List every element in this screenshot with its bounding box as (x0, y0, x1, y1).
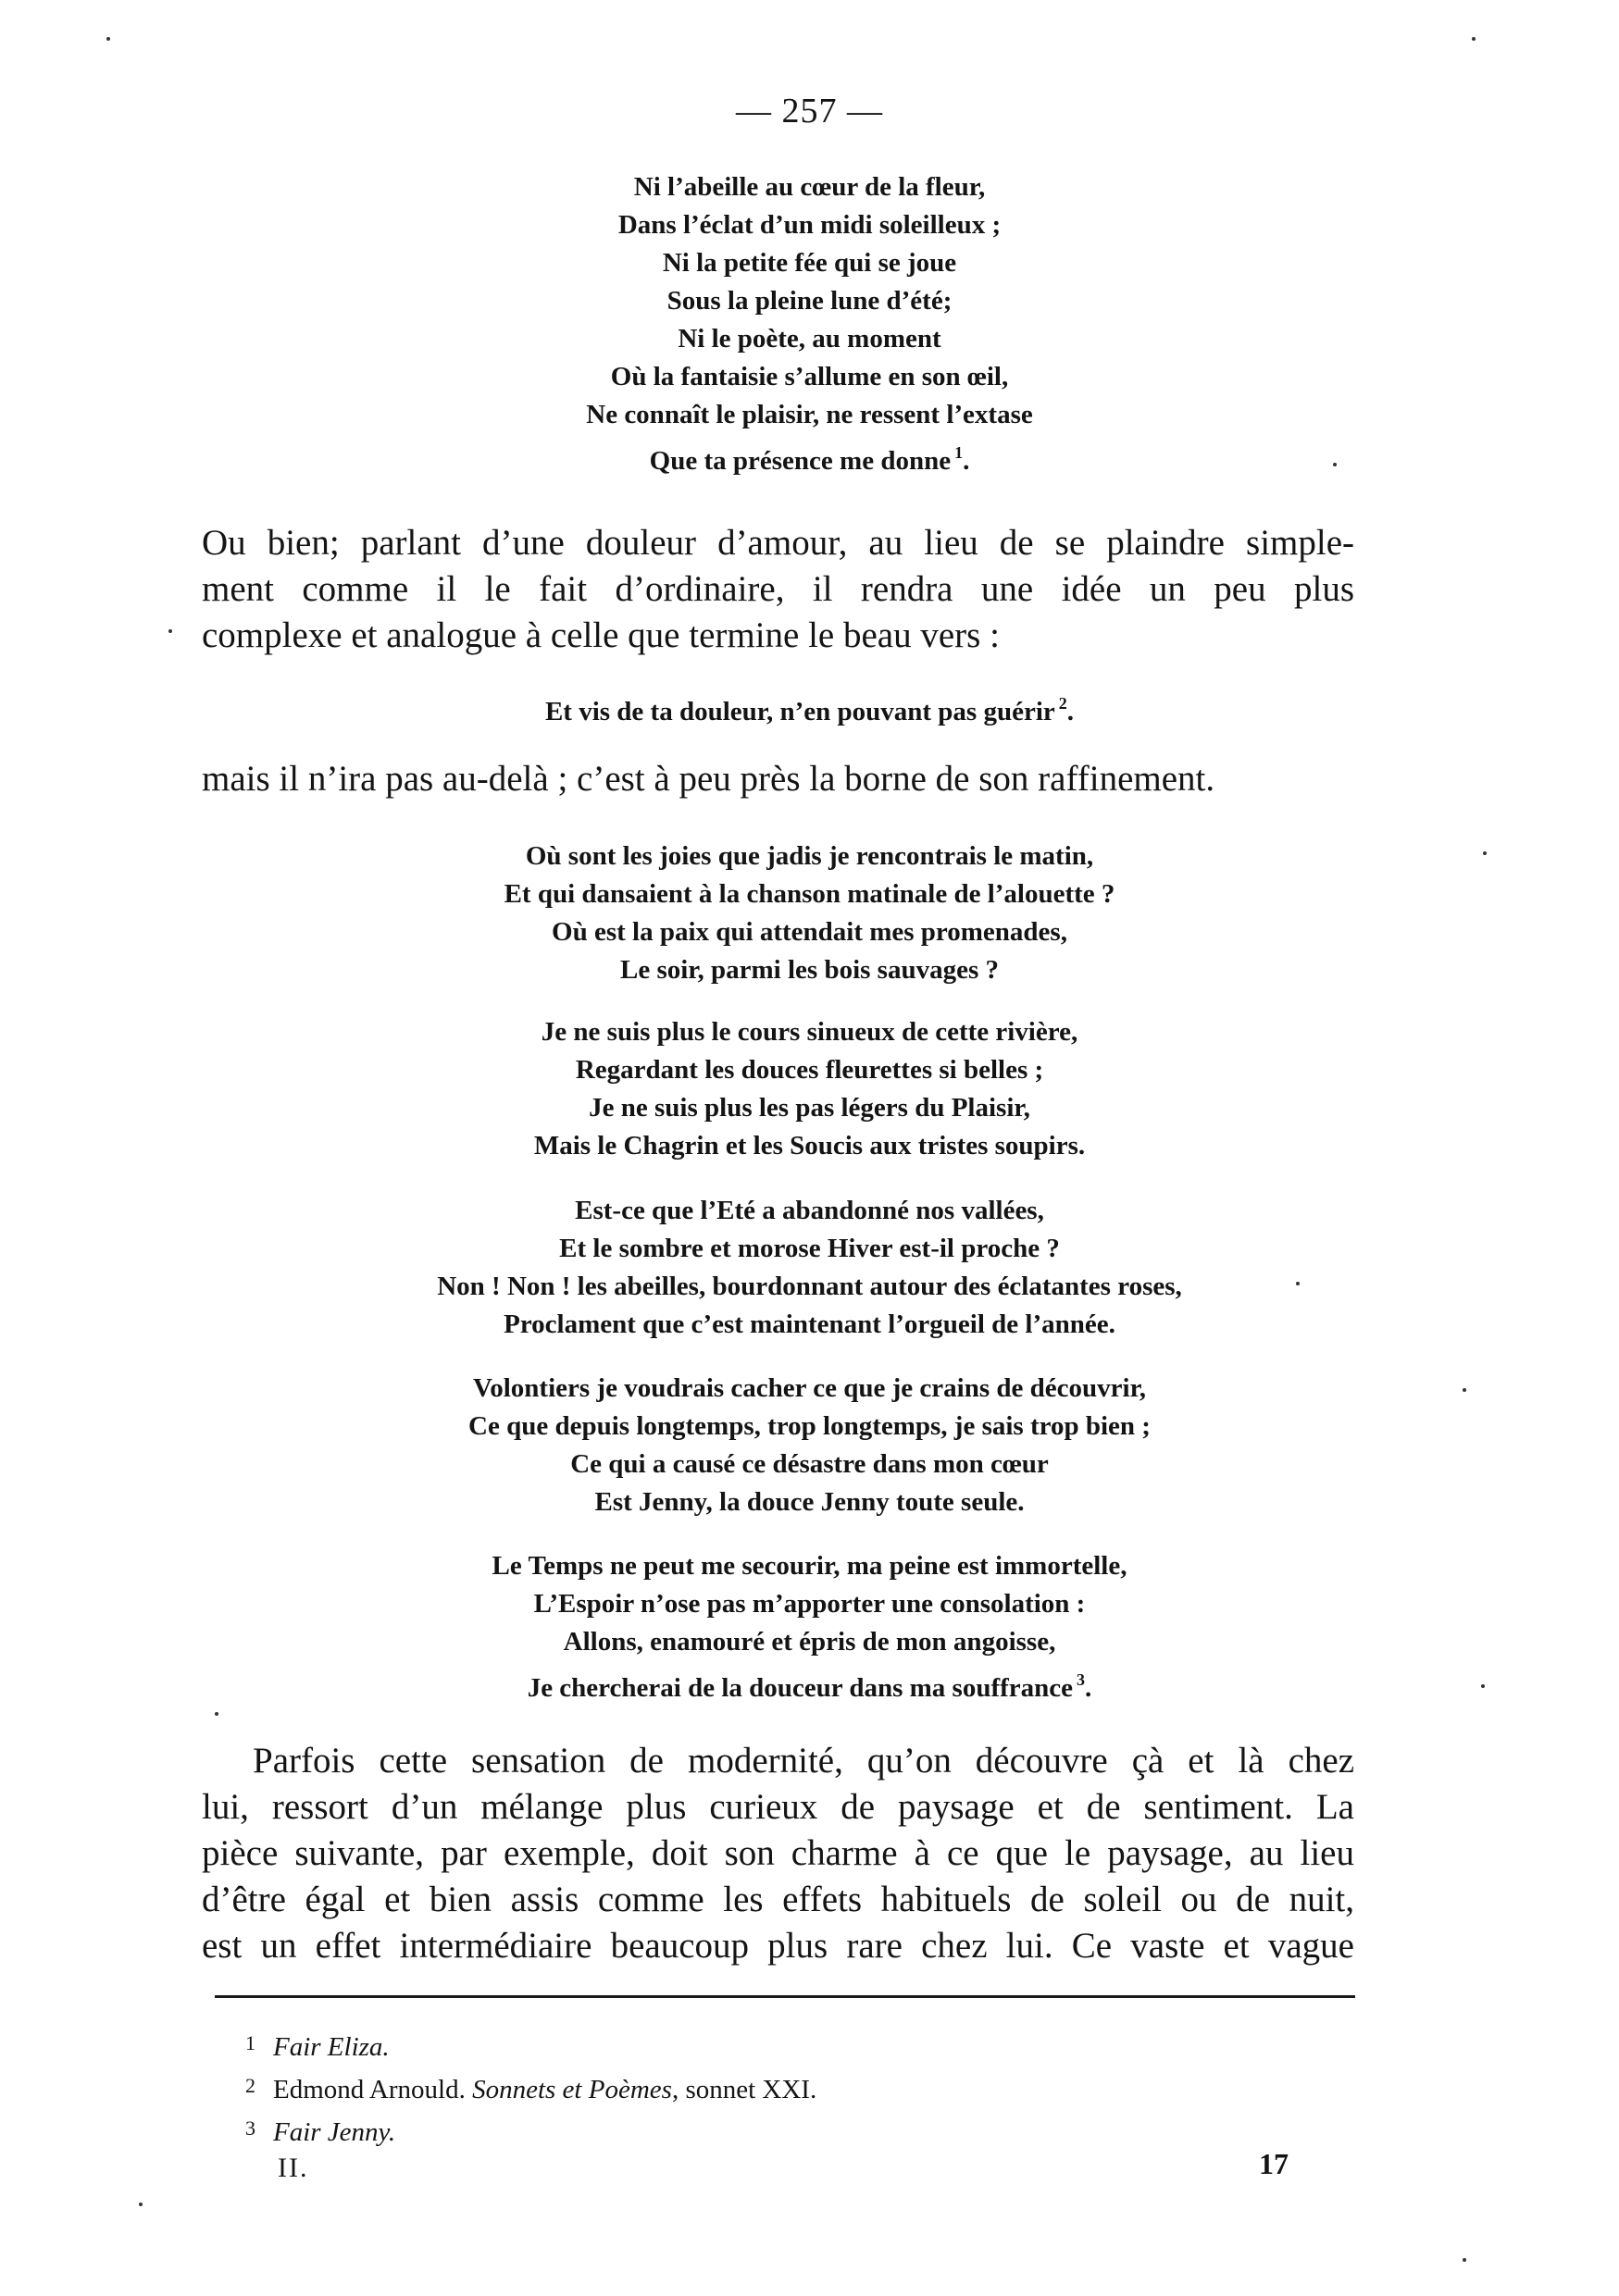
scan-speck (1296, 1282, 1300, 1285)
verse-line: Je ne suis plus le cours sinueux de cette rivière, (541, 1017, 1078, 1047)
footnote-2 (245, 2066, 816, 2109)
verse-line: Où est la paix qui attendait mes promenades, (552, 917, 1067, 947)
verse-line: Ne connaît le plaisir, ne ressent l’extase (586, 400, 1033, 429)
page-number: — 257 — (736, 92, 883, 130)
verse-line (0, 434, 1619, 480)
prose-line: est un effet intermédiaire beaucoup plus rare chez lui. Ce vaste et vague (202, 1926, 1354, 1966)
verse-line: Où sont les joies que jadis je rencontrais le matin, (525, 841, 1094, 871)
quoted-verse (0, 685, 1619, 731)
footnote-reference: 2 (1058, 694, 1067, 713)
verse-line: Volontiers je voudrais cacher ce que je crains de découvrir, (472, 1373, 1147, 1403)
verse-punctuation: . (1085, 1673, 1092, 1703)
verse-line: Ce qui a causé ce désastre dans mon cœur (570, 1449, 1049, 1479)
footnote-mark: 2 (245, 2074, 255, 2097)
prose-line: ment comme il le fait d’ordinaire, il rendra une idée un peu plus (202, 569, 1354, 609)
verse-line: Dans l’éclat d’un midi soleilleux ; (617, 210, 1002, 240)
poem-stanza-6 (0, 1547, 1619, 1707)
scan-speck (139, 2203, 143, 2206)
scan-speck (1481, 1684, 1485, 1688)
footnote-detail: , sonnet XXI. (671, 2075, 817, 2104)
verse-line: Ni l’abeille au cœur de la fleur, (633, 172, 986, 202)
verse-text: Que ta présence me donne (649, 446, 952, 476)
verse-line: Et le sombre et morose Hiver est-il proche ? (559, 1234, 1060, 1263)
prose-line: pièce suivante, par exemple, doit son charme à ce que le paysage, au lieu (202, 1833, 1354, 1873)
poem-stanza-5 (0, 1370, 1619, 1521)
verse-line: Le Temps ne peut me secourir, ma peine est immortelle, (492, 1551, 1127, 1581)
verse-line (0, 1661, 1619, 1707)
scan-speck (1483, 851, 1487, 855)
poem-stanza-3 (0, 1013, 1619, 1165)
quote-punctuation: . (1066, 697, 1075, 726)
prose-line: d’être égal et bien assis comme les effets habituels de soleil ou de nuit, (202, 1880, 1354, 1919)
scan-speck (106, 37, 110, 41)
footnote-author: Edmond Arnould. (273, 2075, 473, 2104)
footnote-rule (215, 1995, 1355, 1998)
verse-line: Est-ce que l’Eté a abandonné nos vallées, (575, 1196, 1044, 1225)
prose-line: Ou bien; parlant d’une douleur d’amour, au lieu de se plaindre simple- (202, 523, 1354, 563)
verse-line: Mais le Chagrin et les Soucis aux tristes soupirs. (533, 1131, 1086, 1160)
verse-punctuation: . (963, 446, 970, 476)
paragraph-3 (202, 1738, 1354, 1969)
footnote-mark: 1 (245, 2031, 255, 2054)
verse-line: Proclament que c’est maintenant l’orgueil de l’année. (504, 1309, 1115, 1339)
verse-line: Est Jenny, la douce Jenny toute seule. (594, 1487, 1025, 1517)
verse-line: Le soir, parmi les bois sauvages ? (620, 955, 999, 985)
verse-line: Et qui dansaient à la chanson matinale de l’alouette ? (504, 879, 1115, 909)
poem-stanza-1 (0, 168, 1619, 480)
scan-speck (1472, 37, 1476, 41)
scan-speck (1333, 463, 1337, 466)
paragraph-2: mais il n’ira pas au-delà ; c’est à peu près la borne de son raffinement. (202, 759, 1215, 799)
verse-line: Non ! Non ! les abeilles, bourdonnant autour des éclatantes roses, (437, 1272, 1182, 1301)
footnote-title: Sonnets et Poèmes (472, 2075, 672, 2104)
verse-line: L’Espoir n’ose pas m’apporter une consolation : (533, 1589, 1086, 1619)
prose-line: Parfois cette sensation de modernité, qu’on découvre çà et là chez (253, 1741, 1354, 1781)
gathering-number: 17 (1259, 2147, 1289, 2180)
verse-line: Sous la pleine lune d’été; (666, 286, 953, 316)
verse-line: Allons, enamouré et épris de mon angoisse, (563, 1627, 1056, 1657)
poem-stanza-2 (0, 838, 1619, 989)
verse-line: Où la fantaisie s’allume en son œil, (610, 362, 1009, 391)
paragraph-1 (202, 520, 1354, 659)
verse-line: Je ne suis plus les pas légers du Plaisir, (589, 1093, 1030, 1123)
scan-speck (1463, 1388, 1466, 1392)
footnotes (245, 2024, 816, 2152)
footnote-reference: 3 (1077, 1670, 1086, 1689)
prose-line: lui, ressort d’un mélange plus curieux de paysage et de sentiment. La (202, 1787, 1354, 1827)
footnote-1 (245, 2024, 816, 2066)
verse-line: Ni le poète, au moment (678, 324, 941, 354)
printer-signature: II. (278, 2153, 309, 2183)
footnote-title: Fair Eliza. (273, 2032, 390, 2062)
footnote-title: Fair Jenny. (273, 2117, 396, 2147)
scan-speck (1463, 2258, 1466, 2262)
verse-text: Je chercherai de la douceur dans ma souffrance (527, 1673, 1074, 1703)
verse-line: Ni la petite fée qui se joue (662, 248, 957, 278)
poem-stanza-4 (0, 1192, 1619, 1344)
footnote-reference: 1 (954, 443, 964, 462)
scan-speck (215, 1712, 218, 1716)
verse-line: Regardant les douces fleurettes si belles ; (575, 1055, 1044, 1085)
scan-speck (168, 629, 172, 633)
quote-text: Et vis de ta douleur, n’en pouvant pas guérir (544, 697, 1055, 726)
footnote-mark: 3 (245, 2116, 255, 2140)
footnote-3 (245, 2109, 816, 2152)
verse-line: Ce que depuis longtemps, trop longtemps, je sais trop bien ; (468, 1411, 1151, 1441)
prose-line: complexe et analogue à celle que termine le beau vers : (202, 615, 1000, 655)
